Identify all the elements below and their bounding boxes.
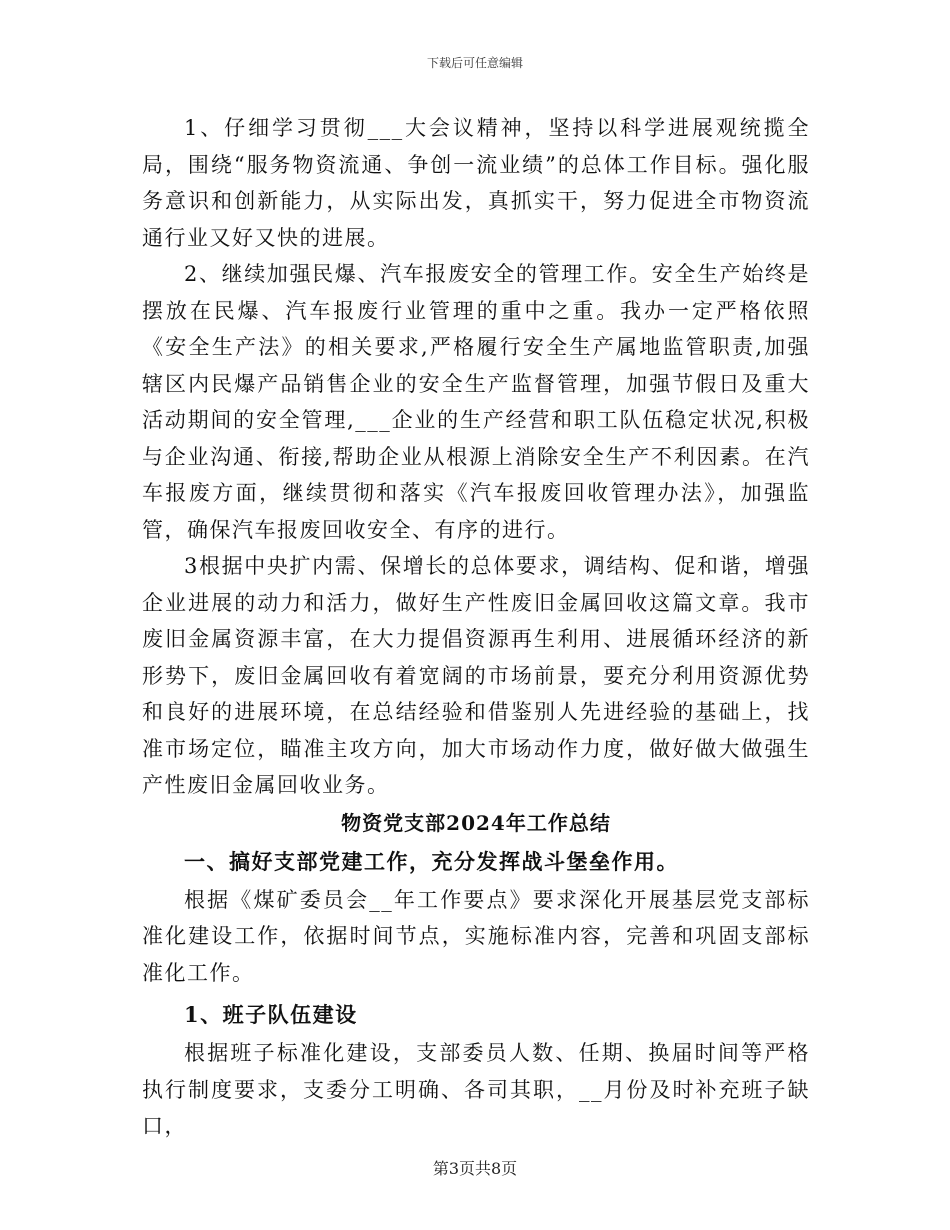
paragraph-2: 2、继续加强民爆、汽车报废安全的管理工作。安全生产始终是摆放在民爆、汽车报废行业管理的重中之重。我办一定严格依照《安全生产法》的相关要求,严格履行安全生产属地监管职责,加强辖区内民爆产品销售企业的安全生产监督管理，加强节假日及重大活动期间的安全管理,___企业的生产经营和职工队伍稳定状况,积极与企业沟通、衔接,帮助企业从根源上消除安全生产不利因素。在汽车报废方面，继续贯彻和落实《汽车报废回收管理办法》，加强监管，确保汽车报废回收安全、有序的进行。 [142,262,810,542]
header-note: 下载后可任意编辑 [426,56,523,70]
paragraph-5: 根据班子标准化建设，支部委员人数、任期、换届时间等严格执行制度要求，支委分工明确、各司其职，__月份及时补充班子缺口， [142,1041,810,1138]
section-title: 物资党支部2024年工作总结 [341,810,611,835]
page-number: 第3页共8页 [432,1159,518,1178]
paragraph-3: 3根据中央扩内需、保增长的总体要求，调结构、促和谐，增强企业进展的动力和活力，做好生产性废旧金属回收这篇文章。我市废旧金属资源丰富，在大力提倡资源再生利用、进展循环经济的新形势下，废旧金属回收有着宽阔的市场前景，要充分利用资源优势和良好的进展环境，在总结经验和借鉴别人先进经验的基础上，找准市场定位，瞄准主攻方向，加大市场动作力度，做好做大做强生产性废旧金属回收业务。 [142,554,810,797]
section-heading-2: 1、班子队伍建设 [184,1002,358,1027]
section-heading-1: 一、搞好支部党建工作，充分发挥战斗堡垒作用。 [184,848,679,874]
document-body [142,110,810,1145]
paragraph-1: 1、仔细学习贯彻___大会议精神，坚持以科学进展观统揽全局，围绕“服务物资流通、争创一流业绩”的总体工作目标。强化服务意识和创新能力，从实际出发，真抓实干，努力促进全市物资流通行业又好又快的进展。 [142,116,810,250]
paragraph-4: 根据《煤矿委员会__年工作要点》要求深化开展基层党支部标准化建设工作，依据时间节点，实施标准内容，完善和巩固支部标准化工作。 [142,887,810,985]
